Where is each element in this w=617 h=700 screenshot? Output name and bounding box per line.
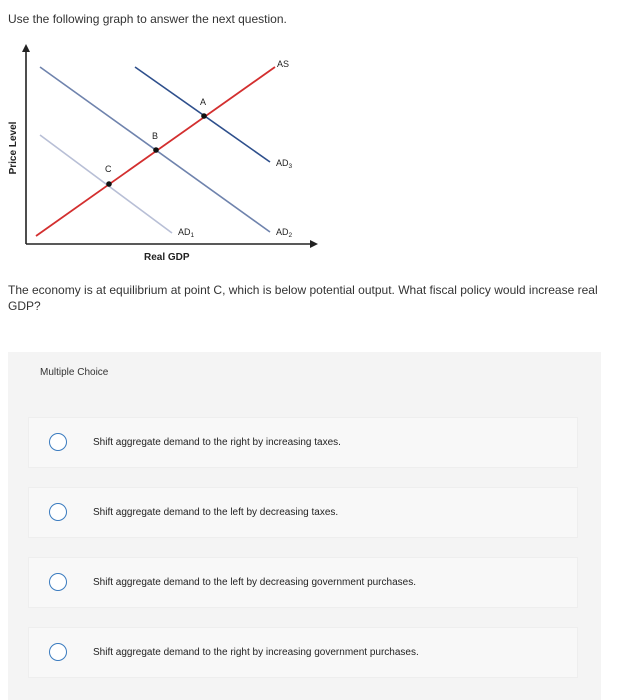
point-a-label: A — [200, 97, 207, 107]
choice-text-1: Shift aggregate demand to the right by increasing taxes. — [93, 437, 341, 448]
y-axis-label: Price Level — [8, 121, 19, 175]
as-label: AS — [277, 59, 290, 69]
choice-text-3: Shift aggregate demand to the left by decreasing government purchases. — [93, 577, 416, 588]
ad1-label: $AD_1$ — [178, 227, 195, 239]
choice-option-2[interactable] — [28, 487, 578, 538]
ad2-label: $AD_2$ — [276, 227, 293, 239]
choice-text-4: Shift aggregate demand to the right by increasing government purchases. — [93, 647, 419, 658]
y-axis-arrow — [22, 44, 30, 52]
intro-text: Use the following graph to answer the next question. — [8, 12, 287, 26]
point-b — [153, 147, 159, 153]
question-text: The economy is at equilibrium at point C, which is below potential output. What fiscal policy would increase real GDP? — [8, 283, 598, 313]
multiple-choice-panel — [8, 352, 601, 700]
radio-button-1[interactable] — [49, 433, 67, 451]
x-axis-label: Real GDP — [144, 252, 190, 263]
x-axis-arrow — [310, 240, 318, 248]
radio-button-4[interactable] — [49, 643, 67, 661]
choice-option-4[interactable] — [28, 627, 578, 678]
point-c-label: C — [105, 164, 112, 174]
choice-option-3[interactable] — [28, 557, 578, 608]
radio-button-2[interactable] — [49, 503, 67, 521]
point-c — [106, 181, 112, 187]
ad3-label: $AD_3$ — [276, 158, 293, 170]
point-a — [201, 113, 207, 119]
point-b-label: B — [152, 131, 159, 141]
multiple-choice-label: Multiple Choice — [40, 367, 109, 378]
radio-button-3[interactable] — [49, 573, 67, 591]
ad-as-graph — [0, 40, 340, 270]
choice-text-2: Shift aggregate demand to the left by decreasing taxes. — [93, 507, 339, 518]
choice-option-1[interactable] — [28, 417, 578, 468]
